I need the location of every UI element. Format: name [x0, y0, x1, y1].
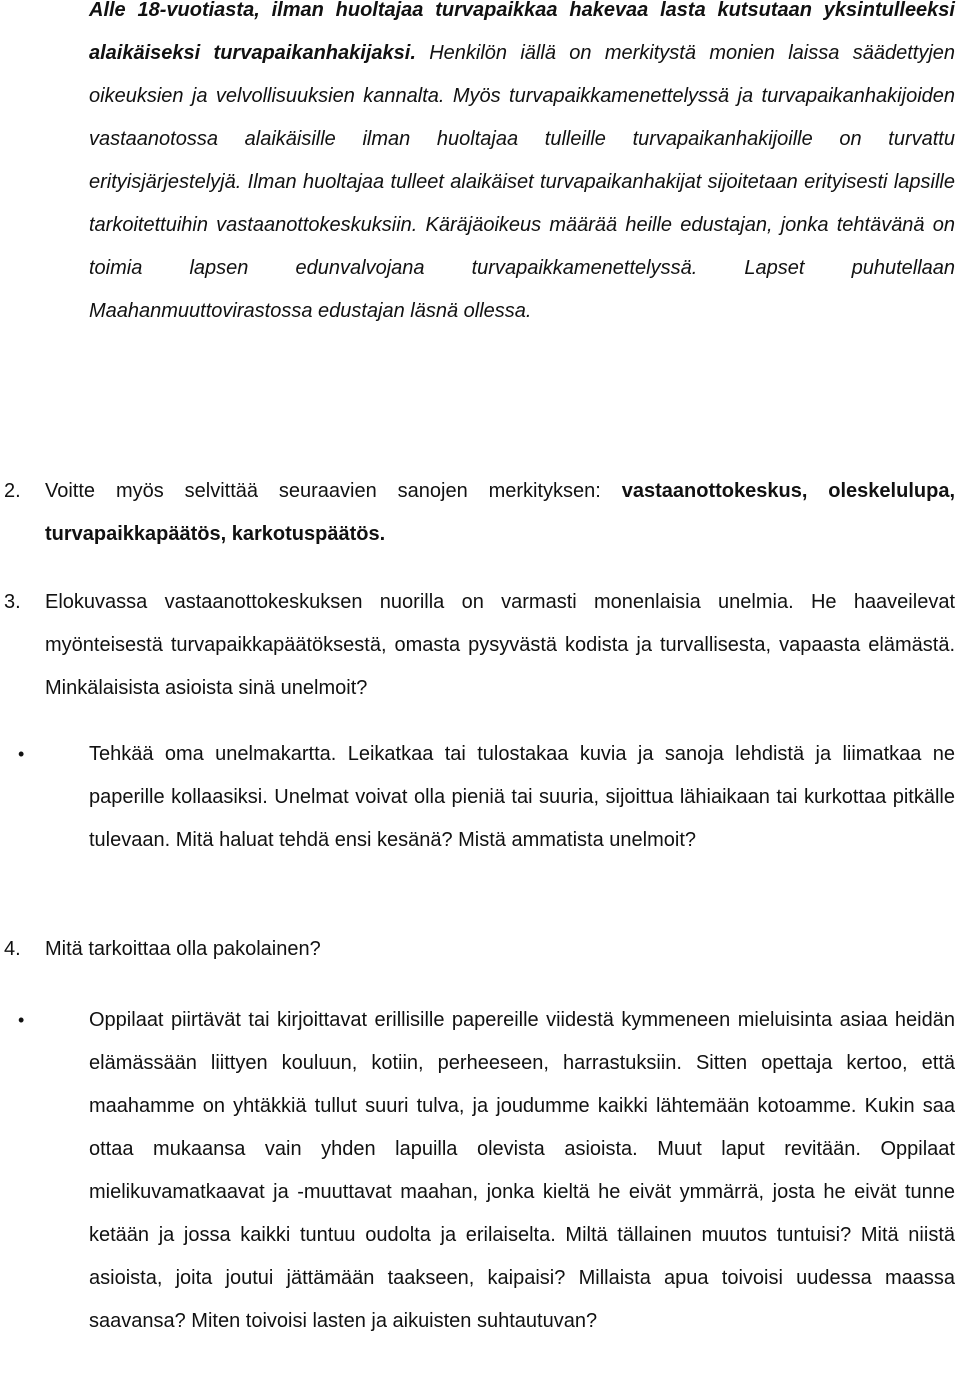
intro-text: Henkilön iällä on merkitystä monien laissa säädettyjen oikeuksien ja velvollisuuksien kannalta. Myös turvapaikkamenettelyssä ja turvapaikanhakijoiden vastaanotossa alaikäisille ilman huoltajaa tulleille turvapaikanhakijoille on turvattu erityisjärjestelyjä. Ilman huoltajaa tulleet alaikäiset turvapaikanhakijat sijoitetaan erityisesti lapsille tarkoitettuihin vastaanottokeskuksiin. Käräjäoikeus määrää heille edustajan, jonka tehtävänä on toimia lapsen edunvalvojana turvapaikkamenettelyssä. Lapset puhutellaan Maahanmuuttovirastossa edustajan läsnä ollessa. [89, 42, 956, 322]
intro-bold-sentence: Alle 18-vuotiasta, ilman huoltajaa turvapaikkaa hakevaa lasta kutsutaan yksintulleeksi alaikäiseksi turvapaikanhakijaksi. [89, 0, 955, 64]
question-2-text [45, 470, 955, 556]
question-4-text: Mitä tarkoittaa olla pakolainen? [45, 938, 321, 960]
question-2-terms: vastaanottokeskus, oleskelulupa, turvapaikkapäätös, karkotuspäätös. [45, 480, 955, 545]
bullet-2-text: Oppilaat piirtävät tai kirjoittavat erillisille papereille viidestä kymmeneen mieluisinta asiaa heidän elämässään liittyen kouluun, kotiin, perheeseen, harrastuksiin. Sitten opettaja kertoo, että maahamme on yhtäkkiä tullut suuri tulva, ja joudumme kaikki lähtemään kotoamme. Kukin saa ottaa mukaansa vain yhden lapuilla olevista asioista. Muut laput revitään. Oppilaat mielikuvamatkaavat ja -muuttavat maahan, jonka kieltä he eivät ymmärrä, josta he eivät tunne ketään ja jossa kaikki tuntuu oudolta ja erilaiselta. Miltä tällainen muutos tuntuisi? Mitä niistä asioista, joita joutui jättämään taakseen, kaipaisi? Millaista apua toivoisi uudessa maassa saavansa? Miten toivoisi lasten ja aikuisten suhtautuvan? [89, 1009, 955, 1332]
question-number: 3. [4, 591, 21, 613]
intro-paragraph [89, 0, 955, 333]
question-4 [0, 928, 955, 971]
bullet-item-2 [0, 999, 955, 1343]
bullet-1-text: Tehkää oma unelmakartta. Leikatkaa tai tulostakaa kuvia ja sanoja lehdistä ja liimatkaa ne paperille kollaasiksi. Unelmat voivat olla pieniä tai suuria, sijoittua lähiaikaan tai kurkottaa pitkälle tulevaan. Mitä haluat tehdä ensi kesänä? Mistä ammatista unelmoit? [89, 743, 955, 851]
bullet-item-1 [0, 733, 955, 862]
question-3 [0, 581, 955, 710]
question-number: 4. [4, 938, 21, 960]
question-2 [0, 470, 955, 556]
bullet-marker: • [18, 744, 25, 764]
question-3-text: Elokuvassa vastaanottokeskuksen nuorilla on varmasti monenlaisia unelmia. He haaveilevat myönteisestä turvapaikkapäätöksestä, omasta pysyvästä kodista ja turvallisesta, vapaasta elämästä. Minkälaisista asioista sinä unelmoit? [45, 591, 955, 699]
question-2-prompt: Voitte myös selvittää seuraavien sanojen merkityksen: [45, 480, 622, 502]
bullet-marker: • [18, 1010, 25, 1030]
question-number: 2. [4, 480, 21, 502]
